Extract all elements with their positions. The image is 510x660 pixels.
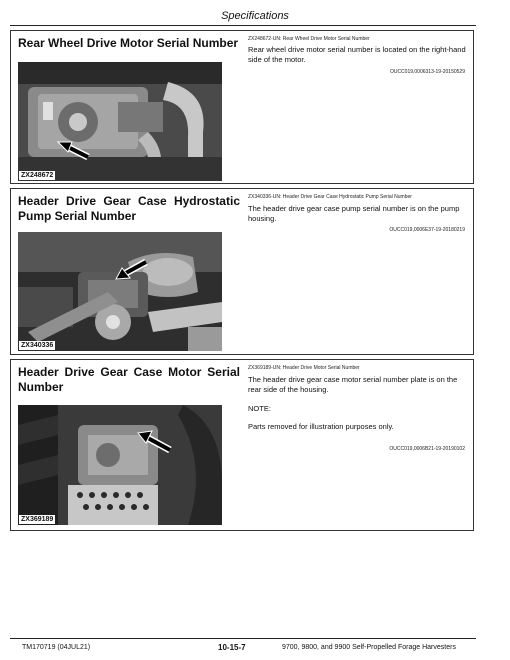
footer-product: 9700, 9800, and 9900 Self-Propelled Forage Harvesters [282, 644, 456, 651]
section-body-text: The header drive gear case pump serial number is on the pump housing. [248, 204, 460, 223]
section-title: Rear Wheel Drive Motor Serial Number [18, 36, 239, 50]
caption-id: ZX369189-UN: Header Drive Motor Serial Number [248, 365, 360, 371]
caption-id: ZX340336-UN: Header Drive Gear Case Hydrostatic Pump Serial Number [248, 194, 412, 200]
footer-rule [10, 638, 476, 639]
photo-label: ZX369189 [21, 516, 54, 523]
page-header-title: Specifications [221, 10, 289, 22]
section-header-drive-motor [10, 359, 474, 531]
reference-code: OUCC019,0006B21-19-20190102 [389, 446, 465, 452]
header-rule [10, 25, 476, 26]
footer-doc-id: TM170719 (04JUL21) [22, 644, 91, 651]
section-title: Header Drive Gear Case Motor Serial Number [18, 365, 240, 394]
caption-id: ZX248672-UN: Rear Wheel Drive Motor Serial Number [248, 36, 370, 42]
section-body-text: Rear wheel drive motor serial number is located on the right-hand side of the motor. [248, 45, 466, 64]
section-title: Header Drive Gear Case Hydrostatic Pump Serial Number [18, 194, 240, 223]
section-photo [18, 405, 222, 525]
section-photo [18, 62, 222, 181]
footer-page-number: 10-15-7 [218, 643, 246, 652]
reference-code: OUCC019,0006313-19-20150529 [389, 69, 465, 75]
note-label: NOTE: [248, 404, 271, 413]
photo-label: ZX340336 [21, 342, 54, 349]
photo-label: ZX248672 [21, 172, 54, 179]
section-body-text: The header drive gear case motor serial number plate is on the rear side of the housing. [248, 375, 458, 394]
section-photo [18, 232, 222, 351]
section-rear-wheel-drive-motor [10, 30, 474, 184]
note-text: Parts removed for illustration purposes only. [248, 422, 394, 431]
section-header-drive-pump [10, 188, 474, 355]
reference-code: OUCC019,0006E37-19-20180219 [389, 227, 465, 233]
